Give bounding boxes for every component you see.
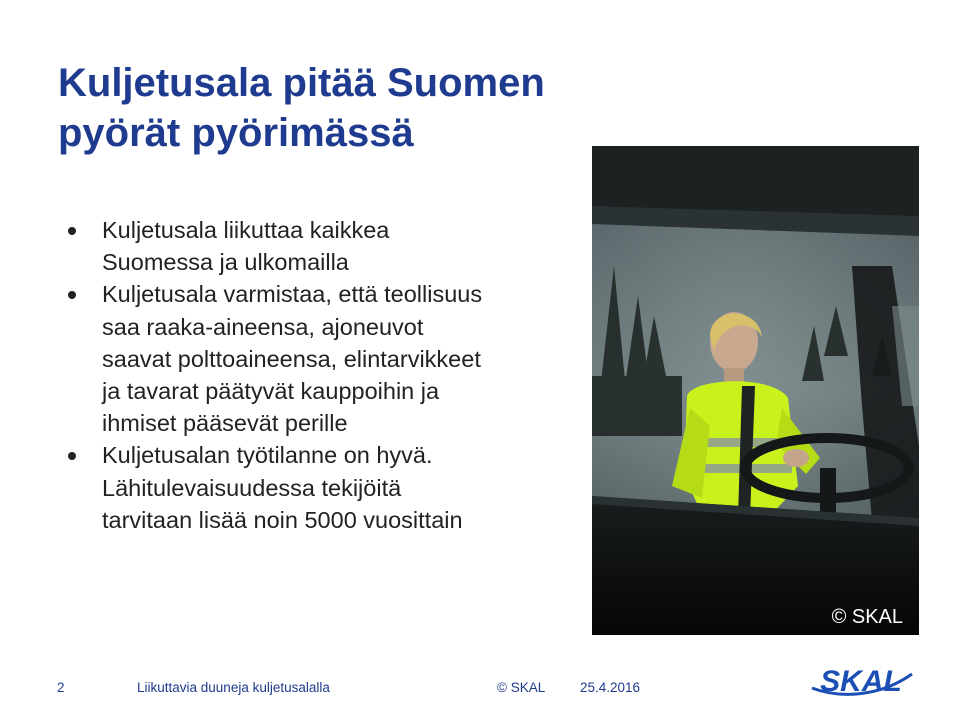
truck-driver-photo [592, 146, 919, 635]
photo-watermark: © SKAL [831, 606, 903, 628]
bullet-text-line: Lähitulevaisuudessa tekijöitä [102, 474, 402, 501]
bullet-text-line: Kuljetusala varmistaa, että teollisuus [102, 281, 483, 308]
footer-copyright: © SKAL [497, 680, 546, 695]
bullet-item [68, 439, 558, 536]
footer-date: 25.4.2016 [580, 680, 641, 695]
bullet-item [68, 278, 558, 439]
bullet-list [68, 214, 558, 536]
bullet-text-line: ja tavarat päätyvät kauppoihin ja [102, 378, 440, 405]
bullet-text-line: saa raaka-aineensa, ajoneuvot [102, 313, 424, 340]
bullet-dot-icon [68, 291, 76, 299]
bullet-dot-icon [68, 227, 76, 235]
presentation-title: Liikuttavia duuneja kuljetusalalla [137, 680, 330, 695]
bullet-text-line: Kuljetusalan työtilanne on hyvä. [102, 442, 433, 469]
bullet-text-line: tarvitaan lisää noin 5000 vuosittain [102, 506, 463, 533]
bullet-text-line: saavat polttoaineensa, elintarvikkeet [102, 345, 481, 372]
bullet-text-line: Kuljetusala liikuttaa kaikkea [102, 217, 390, 243]
bullet-dot-icon [68, 452, 76, 460]
slide-title [58, 58, 598, 158]
skal-logo-icon [808, 660, 914, 702]
bullet-item [68, 214, 558, 278]
title-line-2: pyörät pyörimässä [58, 111, 414, 155]
title-line-1: Kuljetusala pitää Suomen [58, 61, 545, 105]
bullet-text-line: Suomessa ja ulkomailla [102, 249, 349, 276]
bullet-text-line: ihmiset pääsevät perille [102, 410, 348, 437]
page-number: 2 [57, 680, 65, 695]
logo-text: SKAL [820, 665, 902, 698]
